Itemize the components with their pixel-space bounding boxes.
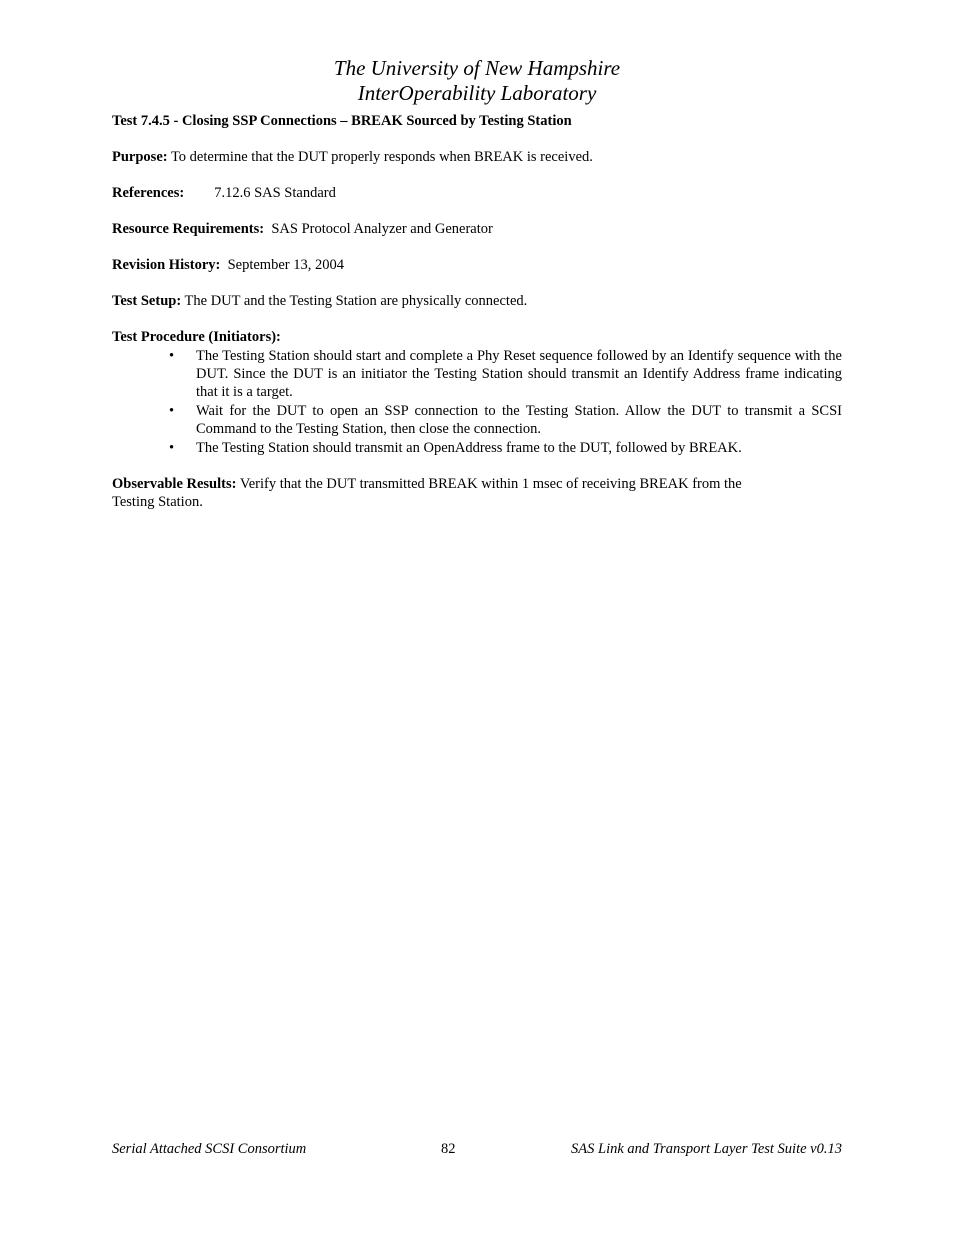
footer-consortium: Serial Attached SCSI Consortium bbox=[112, 1141, 307, 1157]
revision-label: Revision History: bbox=[112, 257, 221, 273]
results-section bbox=[112, 475, 842, 511]
revision-text: September 13, 2004 bbox=[220, 257, 344, 273]
procedure-label: Test Procedure (Initiators): bbox=[112, 329, 281, 345]
results-label: Observable Results: bbox=[112, 476, 237, 492]
revision-section bbox=[112, 256, 842, 274]
page-number: 82 bbox=[441, 1141, 456, 1157]
procedure-step-text: The Testing Station should start and complete a Phy Reset sequence followed by an Identify sequence with the DUT. Since the DUT is an initiator the Testing Station should transmit an Identify Address frame indicating that it is a target. bbox=[196, 348, 842, 400]
header-laboratory: InterOperability Laboratory bbox=[357, 81, 597, 105]
resources-label: Resource Requirements: bbox=[112, 221, 265, 237]
bullet-icon: • bbox=[169, 403, 175, 419]
page-footer bbox=[112, 1140, 842, 1160]
setup-label: Test Setup: bbox=[112, 293, 182, 309]
references-label: References: bbox=[112, 185, 185, 201]
procedure-step-text: The Testing Station should transmit an OpenAddress frame to the DUT, followed by BREAK. bbox=[196, 440, 742, 456]
procedure-step bbox=[112, 402, 842, 438]
procedure-step-text: Wait for the DUT to open an SSP connection to the Testing Station. Allow the DUT to transmit a SCSI Command to the Testing Station, then close the connection. bbox=[196, 403, 842, 437]
resources-section bbox=[112, 220, 842, 238]
purpose-section bbox=[112, 148, 842, 166]
document-body bbox=[112, 112, 842, 529]
bullet-icon: • bbox=[169, 348, 175, 364]
procedure-step bbox=[112, 347, 842, 401]
bullet-icon: • bbox=[169, 440, 175, 456]
results-text-continued: Testing Station. bbox=[112, 494, 203, 510]
purpose-label: Purpose: bbox=[112, 149, 168, 165]
page-header bbox=[0, 56, 954, 106]
footer-suite-title: SAS Link and Transport Layer Test Suite v0.13 bbox=[571, 1141, 842, 1157]
setup-section bbox=[112, 292, 842, 310]
test-title: Test 7.4.5 - Closing SSP Connections – BREAK Sourced by Testing Station bbox=[112, 113, 572, 129]
procedure-list bbox=[112, 347, 842, 457]
purpose-text: To determine that the DUT properly responds when BREAK is received. bbox=[167, 149, 593, 165]
references-text: 7.12.6 SAS Standard bbox=[214, 185, 336, 201]
procedure-step bbox=[112, 439, 842, 457]
setup-text: The DUT and the Testing Station are physically connected. bbox=[181, 293, 528, 309]
results-text: Verify that the DUT transmitted BREAK within 1 msec of receiving BREAK from the bbox=[236, 476, 742, 492]
resources-text: SAS Protocol Analyzer and Generator bbox=[264, 221, 493, 237]
header-university: The University of New Hampshire bbox=[333, 56, 621, 80]
references-section bbox=[112, 184, 842, 202]
